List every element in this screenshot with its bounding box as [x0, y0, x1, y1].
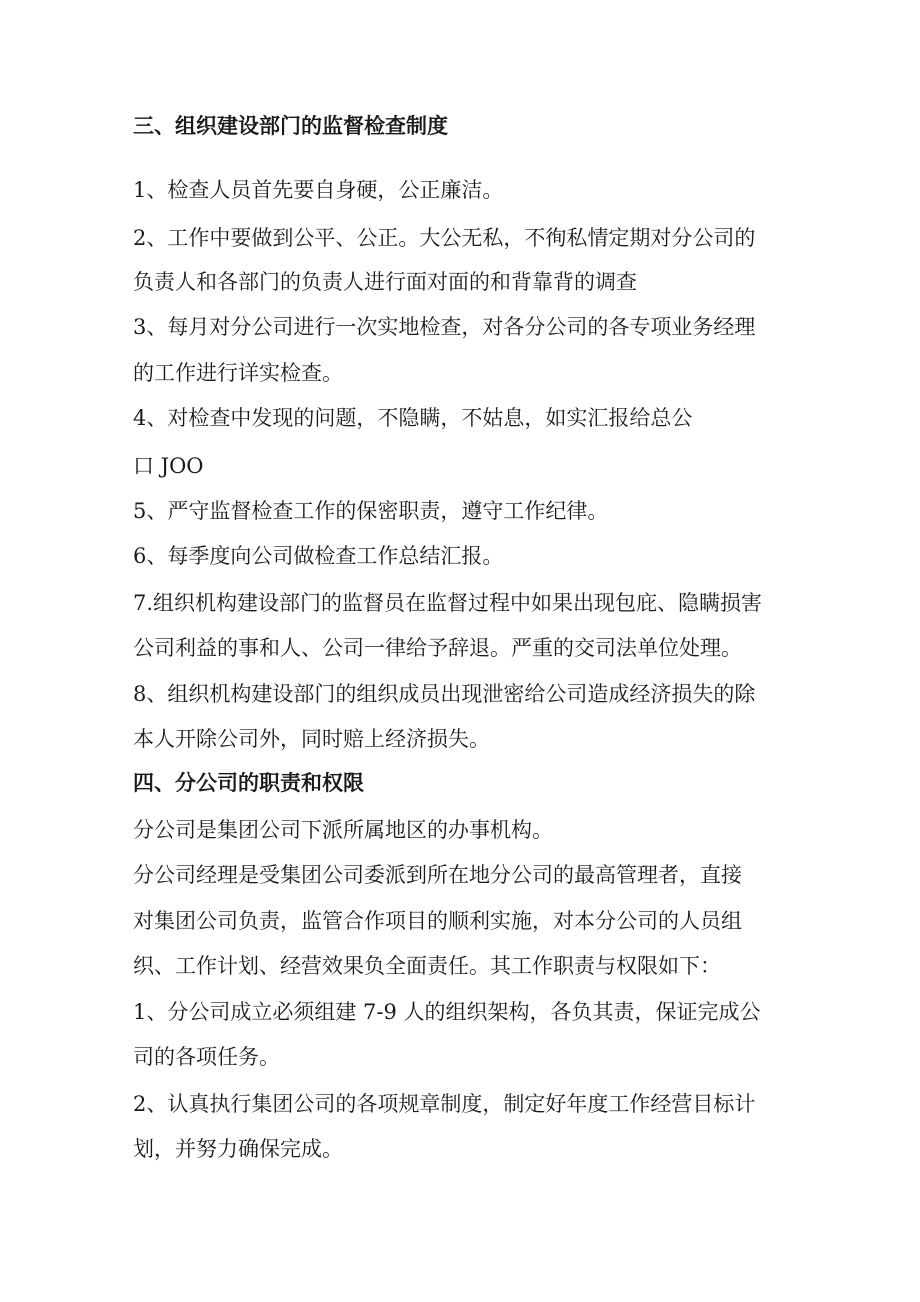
section-heading-branch-duties: 四、分公司的职责和权限	[133, 770, 364, 795]
paragraph-line: 分公司是集团公司下派所属地区的办事机构。	[133, 818, 553, 842]
section-heading-supervision: 三、组织建设部门的监督检查制度	[133, 113, 448, 138]
paragraph-line: 2、认真执行集团公司的各项规章制度，制定好年度工作经营目标计	[133, 1092, 756, 1116]
paragraph-line: 分公司经理是受集团公司委派到所在地分公司的最高管理者，直接	[133, 863, 742, 887]
paragraph-line: 7.组织机构建设部门的监督员在监督过程中如果出现包庇、隐瞒损害	[133, 591, 763, 615]
paragraph-line: 织、工作计划、经营效果负全面责任。其工作职责与权限如下：	[133, 954, 721, 978]
paragraph-line: 3、每月对分公司进行一次实地检查，对各分公司的各专项业务经理	[133, 315, 756, 339]
paragraph-line: 司的各项任务。	[133, 1045, 280, 1069]
paragraph-line: 4、对检查中发现的问题，不隐瞒，不姑息，如实汇报给总公	[133, 406, 693, 430]
paragraph-line: 1、分公司成立必须组建 7-9 人的组织架构，各负其责，保证完成公	[133, 1000, 761, 1024]
paragraph-line: 的工作进行详实检查。	[133, 361, 343, 385]
paragraph-line: 划，并努力确保完成。	[133, 1137, 343, 1161]
paragraph-line: 1、检查人员首先要自身硬，公正廉洁。	[133, 178, 504, 202]
paragraph-line: 2、工作中要做到公平、公正。大公无私，不徇私情定期对分公司的	[133, 226, 756, 250]
paragraph-line: 5、严守监督检查工作的保密职责，遵守工作纪律。	[133, 499, 609, 523]
paragraph-line: 本人开除公司外，同时赔上经济损失。	[133, 727, 490, 751]
paragraph-line: 对集团公司负责，监管合作项目的顺利实施，对本分公司的人员组	[133, 909, 742, 933]
paragraph-line: 口 JOO	[133, 454, 204, 478]
paragraph-line: 负责人和各部门的负责人进行面对面的和背靠背的调查	[133, 270, 637, 294]
paragraph-line: 公司利益的事和人、公司一律给予辞退。严重的交司法单位处理。	[133, 636, 742, 660]
paragraph-line: 8、组织机构建设部门的组织成员出现泄密给公司造成经济损失的除	[133, 682, 756, 706]
paragraph-line: 6、每季度向公司做检查工作总结汇报。	[133, 544, 504, 568]
